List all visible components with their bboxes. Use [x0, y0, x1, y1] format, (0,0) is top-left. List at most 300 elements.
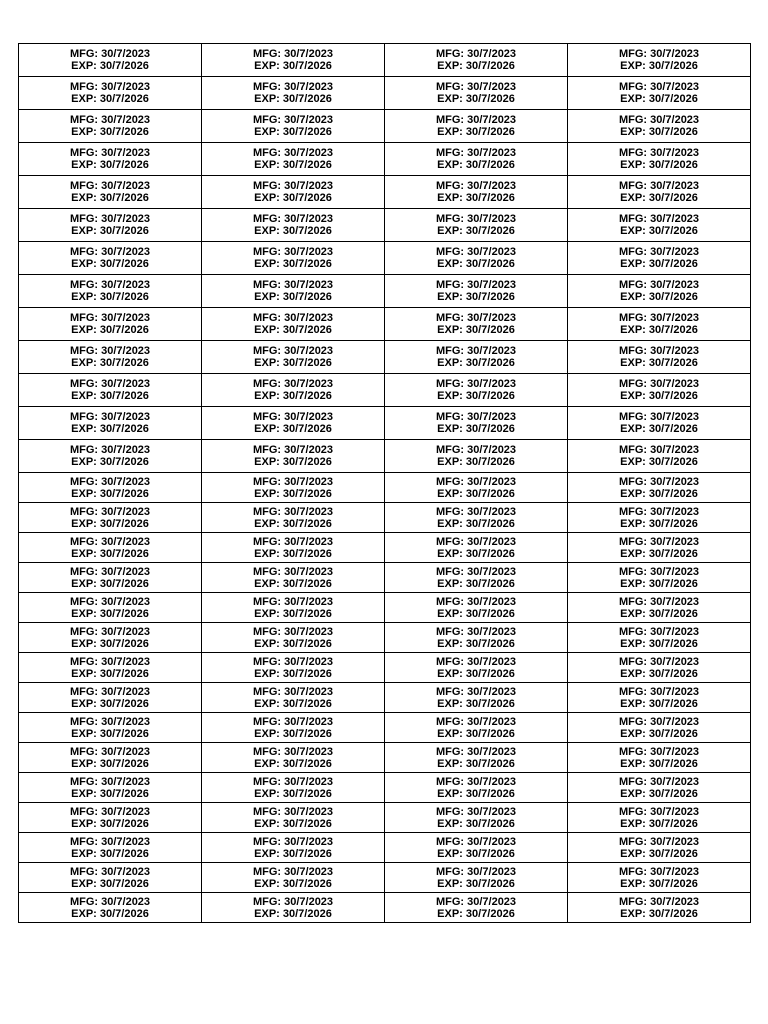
label-cell	[19, 683, 202, 713]
mfg-date: MFG: 30/7/2023	[69, 378, 151, 390]
label-row	[19, 683, 751, 713]
mfg-date: MFG: 30/7/2023	[252, 114, 334, 126]
exp-date: EXP: 30/7/2026	[437, 727, 515, 740]
label-row	[19, 593, 751, 623]
mfg-date: MFG: 30/7/2023	[618, 805, 700, 818]
label-cell	[568, 743, 751, 773]
label-cell	[202, 593, 385, 623]
label-cell	[568, 308, 751, 341]
label-cell	[568, 407, 751, 440]
label-row	[19, 407, 751, 440]
mfg-date: MFG: 30/7/2023	[69, 246, 151, 258]
mfg-date: MFG: 30/7/2023	[252, 411, 334, 423]
exp-date: EXP: 30/7/2026	[620, 258, 698, 270]
exp-date: EXP: 30/7/2026	[254, 517, 332, 530]
mfg-date: MFG: 30/7/2023	[435, 685, 517, 698]
label-cell	[202, 275, 385, 308]
mfg-date: MFG: 30/7/2023	[435, 213, 517, 225]
label-row	[19, 143, 751, 176]
label-cell	[19, 407, 202, 440]
label-cell	[202, 863, 385, 893]
label-cell	[385, 863, 568, 893]
label-cell	[385, 653, 568, 683]
label-cell	[568, 440, 751, 473]
exp-date: EXP: 30/7/2026	[71, 423, 149, 435]
label-cell	[19, 533, 202, 563]
exp-date: EXP: 30/7/2026	[437, 159, 515, 171]
mfg-date: MFG: 30/7/2023	[69, 625, 151, 638]
mfg-date: MFG: 30/7/2023	[435, 147, 517, 159]
exp-date: EXP: 30/7/2026	[437, 192, 515, 204]
exp-date: EXP: 30/7/2026	[437, 225, 515, 237]
label-cell	[19, 563, 202, 593]
label-row	[19, 563, 751, 593]
label-cell	[19, 176, 202, 209]
exp-date: EXP: 30/7/2026	[620, 727, 698, 740]
label-cell	[202, 533, 385, 563]
exp-date: EXP: 30/7/2026	[437, 847, 515, 860]
label-cell	[385, 743, 568, 773]
mfg-date: MFG: 30/7/2023	[69, 595, 151, 608]
label-cell	[568, 533, 751, 563]
mfg-date: MFG: 30/7/2023	[252, 565, 334, 578]
mfg-date: MFG: 30/7/2023	[618, 411, 700, 423]
label-cell	[19, 503, 202, 533]
label-cell	[385, 773, 568, 803]
exp-date: EXP: 30/7/2026	[71, 607, 149, 620]
exp-date: EXP: 30/7/2026	[254, 225, 332, 237]
mfg-date: MFG: 30/7/2023	[69, 505, 151, 518]
mfg-date: MFG: 30/7/2023	[69, 775, 151, 788]
label-cell	[202, 503, 385, 533]
label-row	[19, 110, 751, 143]
exp-date: EXP: 30/7/2026	[254, 547, 332, 560]
exp-date: EXP: 30/7/2026	[254, 423, 332, 435]
mfg-date: MFG: 30/7/2023	[435, 535, 517, 548]
exp-date: EXP: 30/7/2026	[437, 456, 515, 468]
label-row	[19, 773, 751, 803]
label-cell	[19, 77, 202, 110]
label-cell	[568, 110, 751, 143]
label-cell	[385, 308, 568, 341]
mfg-date: MFG: 30/7/2023	[618, 865, 700, 878]
mfg-date: MFG: 30/7/2023	[618, 745, 700, 758]
mfg-date: MFG: 30/7/2023	[618, 595, 700, 608]
exp-date: EXP: 30/7/2026	[254, 727, 332, 740]
exp-date: EXP: 30/7/2026	[71, 847, 149, 860]
label-cell	[568, 242, 751, 275]
mfg-date: MFG: 30/7/2023	[252, 378, 334, 390]
exp-date: EXP: 30/7/2026	[620, 390, 698, 402]
exp-date: EXP: 30/7/2026	[254, 487, 332, 500]
exp-date: EXP: 30/7/2026	[254, 847, 332, 860]
mfg-date: MFG: 30/7/2023	[69, 715, 151, 728]
mfg-date: MFG: 30/7/2023	[252, 895, 334, 908]
label-cell	[202, 110, 385, 143]
label-row	[19, 341, 751, 374]
label-cell	[568, 713, 751, 743]
exp-date: EXP: 30/7/2026	[71, 547, 149, 560]
label-cell	[19, 143, 202, 176]
exp-date: EXP: 30/7/2026	[71, 817, 149, 830]
mfg-date: MFG: 30/7/2023	[252, 81, 334, 93]
label-cell	[19, 209, 202, 242]
label-cell	[19, 743, 202, 773]
label-cell	[568, 683, 751, 713]
mfg-date: MFG: 30/7/2023	[69, 745, 151, 758]
mfg-date: MFG: 30/7/2023	[69, 865, 151, 878]
exp-date: EXP: 30/7/2026	[254, 192, 332, 204]
label-cell	[568, 653, 751, 683]
mfg-date: MFG: 30/7/2023	[435, 180, 517, 192]
mfg-date: MFG: 30/7/2023	[435, 835, 517, 848]
label-row	[19, 374, 751, 407]
exp-date: EXP: 30/7/2026	[620, 637, 698, 650]
mfg-date: MFG: 30/7/2023	[435, 444, 517, 456]
exp-date: EXP: 30/7/2026	[71, 324, 149, 336]
label-cell	[568, 473, 751, 503]
exp-date: EXP: 30/7/2026	[254, 159, 332, 171]
exp-date: EXP: 30/7/2026	[71, 637, 149, 650]
exp-date: EXP: 30/7/2026	[437, 291, 515, 303]
mfg-date: MFG: 30/7/2023	[618, 81, 700, 93]
exp-date: EXP: 30/7/2026	[254, 93, 332, 105]
exp-date: EXP: 30/7/2026	[437, 487, 515, 500]
exp-date: EXP: 30/7/2026	[437, 258, 515, 270]
label-cell	[202, 653, 385, 683]
mfg-date: MFG: 30/7/2023	[252, 715, 334, 728]
label-cell	[202, 773, 385, 803]
label-row	[19, 713, 751, 743]
mfg-date: MFG: 30/7/2023	[252, 535, 334, 548]
exp-date: EXP: 30/7/2026	[620, 877, 698, 890]
mfg-date: MFG: 30/7/2023	[69, 535, 151, 548]
exp-date: EXP: 30/7/2026	[620, 817, 698, 830]
label-cell	[202, 473, 385, 503]
label-row	[19, 308, 751, 341]
exp-date: EXP: 30/7/2026	[437, 93, 515, 105]
mfg-date: MFG: 30/7/2023	[252, 475, 334, 488]
exp-date: EXP: 30/7/2026	[620, 547, 698, 560]
exp-date: EXP: 30/7/2026	[71, 258, 149, 270]
label-cell	[19, 275, 202, 308]
label-cell	[202, 242, 385, 275]
label-row	[19, 77, 751, 110]
label-cell	[19, 893, 202, 923]
label-cell	[568, 593, 751, 623]
label-cell	[568, 503, 751, 533]
mfg-date: MFG: 30/7/2023	[69, 805, 151, 818]
label-cell	[202, 713, 385, 743]
label-row	[19, 863, 751, 893]
exp-date: EXP: 30/7/2026	[71, 487, 149, 500]
label-cell	[385, 563, 568, 593]
exp-date: EXP: 30/7/2026	[437, 697, 515, 710]
label-cell	[385, 623, 568, 653]
mfg-date: MFG: 30/7/2023	[69, 444, 151, 456]
label-cell	[568, 374, 751, 407]
label-cell	[19, 473, 202, 503]
mfg-date: MFG: 30/7/2023	[69, 48, 151, 60]
label-cell	[202, 308, 385, 341]
mfg-date: MFG: 30/7/2023	[435, 595, 517, 608]
exp-date: EXP: 30/7/2026	[620, 757, 698, 770]
exp-date: EXP: 30/7/2026	[620, 517, 698, 530]
label-cell	[385, 341, 568, 374]
mfg-date: MFG: 30/7/2023	[618, 180, 700, 192]
label-row	[19, 275, 751, 308]
exp-date: EXP: 30/7/2026	[620, 487, 698, 500]
exp-date: EXP: 30/7/2026	[437, 637, 515, 650]
exp-date: EXP: 30/7/2026	[620, 357, 698, 369]
exp-date: EXP: 30/7/2026	[437, 357, 515, 369]
mfg-date: MFG: 30/7/2023	[618, 715, 700, 728]
label-cell	[385, 833, 568, 863]
exp-date: EXP: 30/7/2026	[71, 697, 149, 710]
mfg-date: MFG: 30/7/2023	[69, 345, 151, 357]
mfg-date: MFG: 30/7/2023	[69, 835, 151, 848]
label-cell	[568, 773, 751, 803]
exp-date: EXP: 30/7/2026	[620, 291, 698, 303]
label-cell	[19, 308, 202, 341]
mfg-date: MFG: 30/7/2023	[618, 147, 700, 159]
exp-date: EXP: 30/7/2026	[254, 817, 332, 830]
label-cell	[202, 893, 385, 923]
exp-date: EXP: 30/7/2026	[620, 192, 698, 204]
exp-date: EXP: 30/7/2026	[620, 225, 698, 237]
exp-date: EXP: 30/7/2026	[71, 877, 149, 890]
mfg-date: MFG: 30/7/2023	[69, 279, 151, 291]
exp-date: EXP: 30/7/2026	[437, 423, 515, 435]
label-cell	[202, 743, 385, 773]
mfg-date: MFG: 30/7/2023	[252, 180, 334, 192]
mfg-date: MFG: 30/7/2023	[69, 312, 151, 324]
exp-date: EXP: 30/7/2026	[620, 787, 698, 800]
mfg-date: MFG: 30/7/2023	[69, 81, 151, 93]
label-cell	[19, 242, 202, 275]
label-row	[19, 473, 751, 503]
label-cell	[568, 623, 751, 653]
exp-date: EXP: 30/7/2026	[437, 817, 515, 830]
label-cell	[568, 341, 751, 374]
label-cell	[202, 563, 385, 593]
exp-date: EXP: 30/7/2026	[620, 93, 698, 105]
label-row	[19, 743, 751, 773]
mfg-date: MFG: 30/7/2023	[618, 835, 700, 848]
label-cell	[202, 407, 385, 440]
label-cell	[568, 209, 751, 242]
label-cell	[568, 176, 751, 209]
label-cell	[19, 623, 202, 653]
exp-date: EXP: 30/7/2026	[71, 126, 149, 138]
mfg-date: MFG: 30/7/2023	[435, 805, 517, 818]
exp-date: EXP: 30/7/2026	[620, 456, 698, 468]
label-cell	[202, 209, 385, 242]
label-cell	[19, 803, 202, 833]
exp-date: EXP: 30/7/2026	[254, 877, 332, 890]
label-cell	[385, 503, 568, 533]
exp-date: EXP: 30/7/2026	[254, 390, 332, 402]
exp-date: EXP: 30/7/2026	[254, 324, 332, 336]
label-row	[19, 440, 751, 473]
exp-date: EXP: 30/7/2026	[71, 291, 149, 303]
mfg-date: MFG: 30/7/2023	[618, 775, 700, 788]
label-row	[19, 176, 751, 209]
mfg-date: MFG: 30/7/2023	[252, 444, 334, 456]
mfg-date: MFG: 30/7/2023	[618, 895, 700, 908]
label-cell	[568, 143, 751, 176]
exp-date: EXP: 30/7/2026	[71, 727, 149, 740]
label-cell	[568, 803, 751, 833]
label-cell	[202, 440, 385, 473]
exp-date: EXP: 30/7/2026	[71, 60, 149, 72]
label-cell	[385, 77, 568, 110]
mfg-date: MFG: 30/7/2023	[69, 213, 151, 225]
label-cell	[385, 176, 568, 209]
exp-date: EXP: 30/7/2026	[71, 456, 149, 468]
mfg-date: MFG: 30/7/2023	[435, 505, 517, 518]
mfg-date: MFG: 30/7/2023	[618, 114, 700, 126]
label-row	[19, 803, 751, 833]
exp-date: EXP: 30/7/2026	[437, 577, 515, 590]
label-cell	[385, 374, 568, 407]
label-cell	[19, 110, 202, 143]
exp-date: EXP: 30/7/2026	[254, 697, 332, 710]
label-cell	[385, 533, 568, 563]
label-cell	[202, 44, 385, 77]
label-cell	[202, 683, 385, 713]
label-row	[19, 833, 751, 863]
label-cell	[568, 77, 751, 110]
label-cell	[19, 44, 202, 77]
mfg-date: MFG: 30/7/2023	[435, 48, 517, 60]
mfg-date: MFG: 30/7/2023	[618, 625, 700, 638]
mfg-date: MFG: 30/7/2023	[435, 655, 517, 668]
mfg-date: MFG: 30/7/2023	[252, 835, 334, 848]
label-cell	[202, 77, 385, 110]
label-cell	[385, 713, 568, 743]
exp-date: EXP: 30/7/2026	[71, 667, 149, 680]
mfg-date: MFG: 30/7/2023	[618, 535, 700, 548]
mfg-date: MFG: 30/7/2023	[252, 345, 334, 357]
mfg-date: MFG: 30/7/2023	[435, 81, 517, 93]
mfg-date: MFG: 30/7/2023	[618, 246, 700, 258]
label-cell	[385, 473, 568, 503]
mfg-date: MFG: 30/7/2023	[252, 213, 334, 225]
mfg-date: MFG: 30/7/2023	[252, 775, 334, 788]
mfg-date: MFG: 30/7/2023	[252, 246, 334, 258]
mfg-date: MFG: 30/7/2023	[252, 805, 334, 818]
label-cell	[19, 653, 202, 683]
label-cell	[385, 407, 568, 440]
exp-date: EXP: 30/7/2026	[437, 877, 515, 890]
mfg-date: MFG: 30/7/2023	[252, 625, 334, 638]
exp-date: EXP: 30/7/2026	[254, 757, 332, 770]
exp-date: EXP: 30/7/2026	[620, 60, 698, 72]
label-cell	[19, 833, 202, 863]
exp-date: EXP: 30/7/2026	[620, 697, 698, 710]
exp-date: EXP: 30/7/2026	[71, 787, 149, 800]
exp-date: EXP: 30/7/2026	[254, 60, 332, 72]
label-row	[19, 533, 751, 563]
label-cell	[568, 893, 751, 923]
label-cell	[385, 893, 568, 923]
mfg-date: MFG: 30/7/2023	[252, 505, 334, 518]
mfg-date: MFG: 30/7/2023	[618, 213, 700, 225]
mfg-date: MFG: 30/7/2023	[69, 147, 151, 159]
mfg-date: MFG: 30/7/2023	[435, 114, 517, 126]
label-cell	[202, 176, 385, 209]
label-cell	[385, 209, 568, 242]
mfg-date: MFG: 30/7/2023	[435, 378, 517, 390]
exp-date: EXP: 30/7/2026	[71, 159, 149, 171]
exp-date: EXP: 30/7/2026	[254, 907, 332, 920]
exp-date: EXP: 30/7/2026	[254, 607, 332, 620]
label-cell	[19, 374, 202, 407]
mfg-date: MFG: 30/7/2023	[252, 595, 334, 608]
exp-date: EXP: 30/7/2026	[437, 787, 515, 800]
mfg-date: MFG: 30/7/2023	[69, 411, 151, 423]
mfg-date: MFG: 30/7/2023	[435, 246, 517, 258]
exp-date: EXP: 30/7/2026	[437, 547, 515, 560]
label-cell	[19, 863, 202, 893]
mfg-date: MFG: 30/7/2023	[435, 312, 517, 324]
exp-date: EXP: 30/7/2026	[620, 907, 698, 920]
mfg-date: MFG: 30/7/2023	[69, 895, 151, 908]
exp-date: EXP: 30/7/2026	[71, 517, 149, 530]
mfg-date: MFG: 30/7/2023	[618, 655, 700, 668]
label-row	[19, 623, 751, 653]
label-cell	[568, 44, 751, 77]
exp-date: EXP: 30/7/2026	[71, 225, 149, 237]
exp-date: EXP: 30/7/2026	[254, 456, 332, 468]
exp-date: EXP: 30/7/2026	[71, 907, 149, 920]
mfg-date: MFG: 30/7/2023	[435, 745, 517, 758]
mfg-date: MFG: 30/7/2023	[618, 505, 700, 518]
exp-date: EXP: 30/7/2026	[620, 159, 698, 171]
exp-date: EXP: 30/7/2026	[71, 93, 149, 105]
mfg-date: MFG: 30/7/2023	[435, 345, 517, 357]
mfg-date: MFG: 30/7/2023	[435, 475, 517, 488]
exp-date: EXP: 30/7/2026	[437, 126, 515, 138]
label-row	[19, 503, 751, 533]
label-row	[19, 44, 751, 77]
label-cell	[385, 44, 568, 77]
mfg-date: MFG: 30/7/2023	[435, 895, 517, 908]
label-cell	[202, 374, 385, 407]
exp-date: EXP: 30/7/2026	[254, 787, 332, 800]
exp-date: EXP: 30/7/2026	[437, 60, 515, 72]
exp-date: EXP: 30/7/2026	[620, 847, 698, 860]
label-cell	[568, 863, 751, 893]
exp-date: EXP: 30/7/2026	[620, 667, 698, 680]
label-cell	[19, 593, 202, 623]
mfg-date: MFG: 30/7/2023	[69, 114, 151, 126]
exp-date: EXP: 30/7/2026	[254, 357, 332, 369]
mfg-date: MFG: 30/7/2023	[435, 865, 517, 878]
exp-date: EXP: 30/7/2026	[620, 324, 698, 336]
mfg-date: MFG: 30/7/2023	[252, 655, 334, 668]
label-cell	[385, 110, 568, 143]
exp-date: EXP: 30/7/2026	[71, 577, 149, 590]
exp-date: EXP: 30/7/2026	[254, 577, 332, 590]
mfg-date: MFG: 30/7/2023	[435, 625, 517, 638]
mfg-date: MFG: 30/7/2023	[252, 745, 334, 758]
mfg-date: MFG: 30/7/2023	[69, 180, 151, 192]
label-cell	[385, 275, 568, 308]
mfg-date: MFG: 30/7/2023	[618, 279, 700, 291]
label-cell	[385, 242, 568, 275]
